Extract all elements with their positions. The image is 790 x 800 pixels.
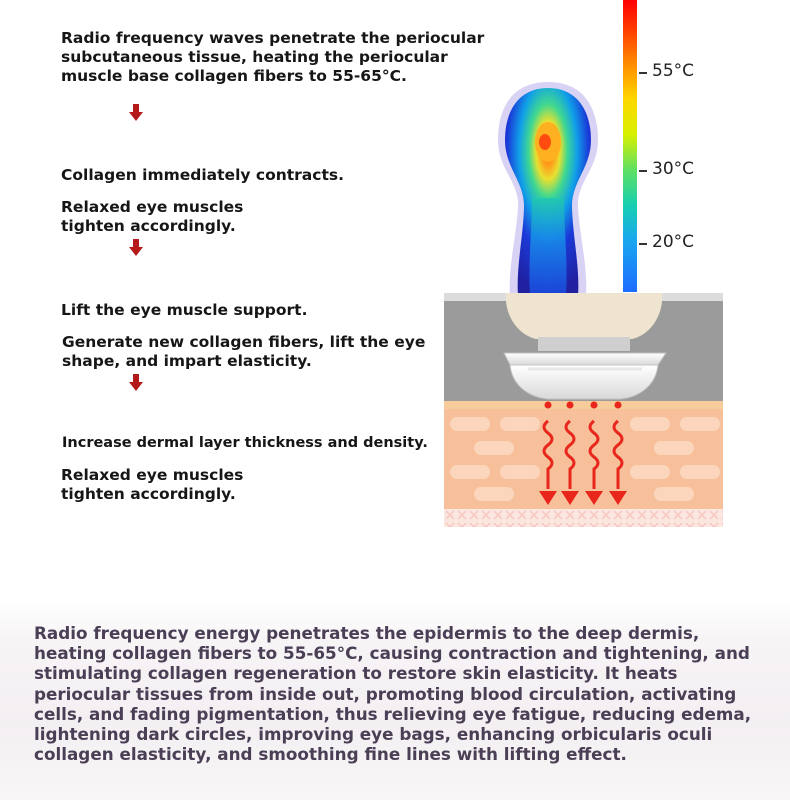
down-arrow-icon <box>129 239 143 257</box>
step-5-text: Generate new collagen fibers, lift the eye shape, and impart elasticity. <box>62 333 426 370</box>
down-arrow-icon <box>129 374 143 392</box>
down-arrow-icon <box>129 104 143 122</box>
summary-text: Radio frequency energy penetrates the epidermis to the deep dermis, heating collagen fibers to 55-65°C, causing contraction and tightening, and stimulating collagen regeneration to restore skin elasticity. It heats periocular tissues from inside out, promoting blood circulation, activating cells, and fading pigmentation, thus relieving eye fatigue, reducing edema, lightening dark circles, improving eye bags, enhancing orbicularis oculi collagen elasticity, and smoothing fine lines with lifting effect. <box>34 623 752 765</box>
colorbar-tick <box>639 243 647 245</box>
colorbar-label-20: 20°C <box>652 232 695 252</box>
colorbar-tick <box>639 170 647 172</box>
step-6-text: Increase dermal layer thickness and density. <box>62 435 428 451</box>
colorbar-label-55: 55°C <box>652 61 695 81</box>
colorbar-label-30: 30°C <box>652 159 695 179</box>
device-skin-illustration <box>444 293 723 527</box>
step-2-text: Collagen immediately contracts. <box>61 166 344 184</box>
temperature-colorbar <box>623 0 637 292</box>
colorbar-tick <box>639 72 647 74</box>
step-7-text: Relaxed eye muscles tighten accordingly. <box>61 466 244 503</box>
thermal-heat-image <box>490 78 606 296</box>
step-3-text: Relaxed eye muscles tighten accordingly. <box>61 198 244 235</box>
step-1-text: Radio frequency waves penetrate the periocular subcutaneous tissue, heating the periocular muscle base collagen fibers to 55-65°C. <box>61 29 485 85</box>
step-4-text: Lift the eye muscle support. <box>61 301 308 319</box>
